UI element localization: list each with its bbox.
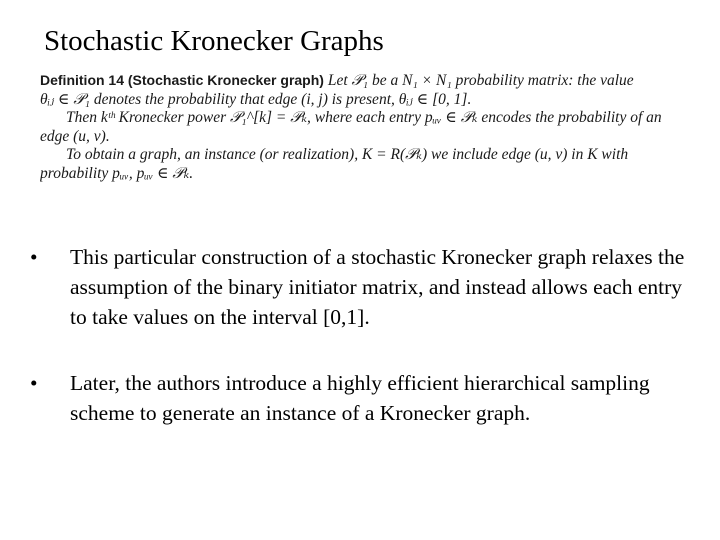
bullet-text: This particular construction of a stochastic Kronecker graph relaxes the assumption of the binary initiator matrix, and instead allows each entry to take values on the interval [0,1].	[70, 245, 685, 329]
definition-line-1	[40, 71, 680, 91]
definition-line-3: Then kᵗʰ Kronecker power 𝒫₁^[k] = 𝒫ₖ, where each entry pᵤᵥ ∈ 𝒫ₖ encodes the probability of an	[66, 109, 662, 126]
definition-line-5: To obtain a graph, an instance (or realization), K = R(𝒫ₖ) we include edge (u, v) in K with	[66, 146, 629, 163]
bullet-item	[30, 368, 700, 428]
definition-line-4: edge (u, v).	[40, 127, 110, 145]
bullet-item	[30, 242, 700, 332]
bullet-list	[30, 242, 700, 464]
slide-title: Stochastic Kronecker Graphs	[44, 25, 384, 57]
definition-heading: Definition 14 (Stochastic Kronecker graph)	[40, 72, 324, 88]
definition-text: Let 𝒫₁ be a N₁ × N₁ probability matrix: the value	[327, 72, 634, 89]
bullet-point-icon: •	[30, 371, 38, 395]
definition-line-2: θᵢⱼ ∈ 𝒫₁ denotes the probability that edge (i, j) is present, θᵢⱼ ∈ [0, 1].	[40, 90, 472, 108]
bullet-text: Later, the authors introduce a highly efficient hierarchical sampling scheme to generate an instance of a Kronecker graph.	[70, 371, 650, 425]
definition-image	[40, 71, 680, 183]
definition-line-6: probability pᵤᵥ, pᵤᵥ ∈ 𝒫ₖ.	[40, 164, 194, 182]
bullet-point-icon: •	[30, 245, 38, 269]
